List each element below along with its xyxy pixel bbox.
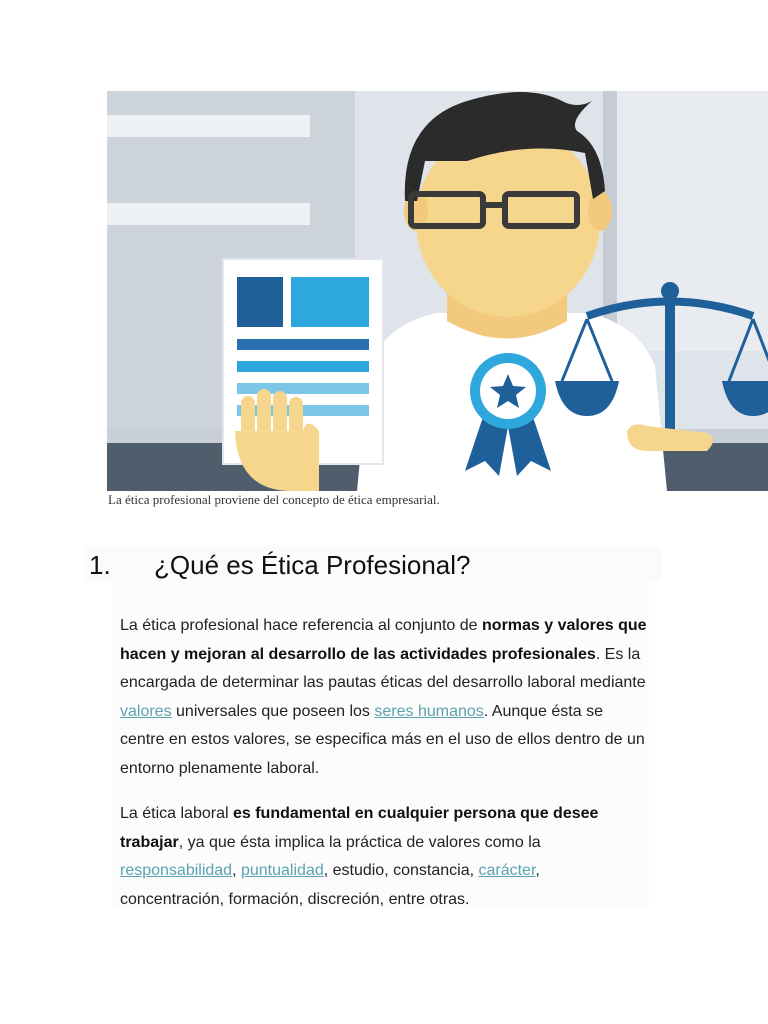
- para2-bold-1: es fundamental en cualquier persona que desee trabajar: [120, 805, 599, 851]
- section-heading: [85, 546, 662, 582]
- wall-stripe-2: [107, 203, 310, 225]
- para1-text-1: La ética profesional hace referencia al conjunto de: [120, 617, 483, 634]
- para2-text-4: , concentración, formación, discreción, entre otras.: [120, 862, 540, 908]
- para1-text-3: universales que poseen los: [171, 702, 375, 720]
- para2-text-1: La ética laboral: [120, 805, 233, 822]
- link-caracter[interactable]: carácter: [478, 862, 536, 879]
- paragraph-definition: [120, 612, 648, 783]
- link-responsabilidad[interactable]: responsabilidad: [120, 862, 233, 879]
- link-puntualidad[interactable]: puntualidad: [240, 862, 324, 879]
- ethics-illustration: [107, 91, 768, 491]
- image-caption: La ética profesional proviene del concepto de ética empresarial.: [108, 492, 440, 507]
- para1-bold-1: normas y valores que hacen y mejoran al desarrollo de las actividades profesionales: [120, 617, 647, 663]
- para2-text-2: , ya que ésta implica la práctica de valores como la: [178, 833, 541, 851]
- para1-text-4: . Aunque ésta se centre en estos valores, se especifica más en el uso de ellos dentro de un entorno plenamente laboral.: [120, 702, 645, 777]
- section-title: ¿Qué es Ética Profesional?: [154, 550, 471, 580]
- link-valores[interactable]: valores: [120, 702, 172, 720]
- right-ear: [588, 191, 612, 231]
- para1-text-2: . Es la encargada de determinar las pautas éticas del desarrollo laboral mediante: [120, 645, 646, 691]
- para2-text-3: , estudio, constancia,: [323, 862, 479, 879]
- paragraph-importance: [120, 800, 648, 914]
- section-number: 1.: [89, 550, 111, 580]
- wall-stripe-1: [107, 115, 310, 137]
- link-seres-humanos[interactable]: seres humanos: [374, 702, 484, 720]
- hero-illustration: [107, 91, 768, 491]
- para2-separator: ,: [232, 862, 241, 879]
